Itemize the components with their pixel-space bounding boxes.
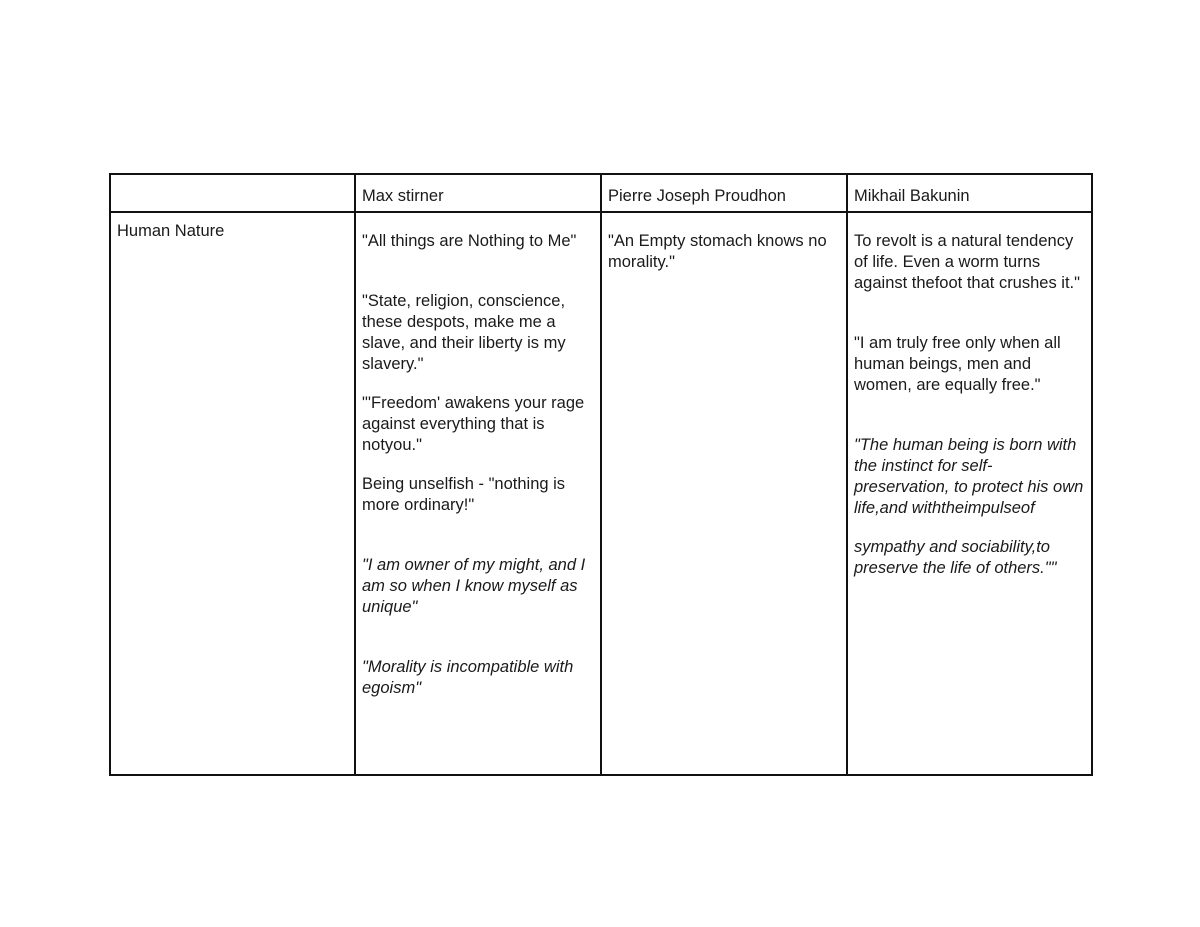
stirner-quote: "I am owner of my might, and I am so when I know myself as unique" bbox=[362, 556, 586, 616]
bakunin-quote: To revolt is a natural tendency of life. Even a worm turns against thefoot that crushes it." bbox=[854, 232, 1080, 292]
proudhon-quote: "An Empty stomach knows no morality." bbox=[608, 232, 827, 271]
comparison-table bbox=[109, 173, 1093, 776]
bakunin-quote: "The human being is born with the instinct for self-preservation, to protect his own life,and withtheimpulseof bbox=[854, 436, 1084, 517]
bakunin-quotes-cell bbox=[848, 213, 1091, 774]
proudhon-quotes-cell bbox=[602, 213, 848, 774]
stirner-quote: Being unselfish - "nothing is more ordinary!" bbox=[362, 475, 566, 514]
header-stirner: Max stirner bbox=[356, 175, 602, 213]
stirner-quote: "All things are Nothing to Me" bbox=[362, 232, 577, 250]
stirner-quote: "State, religion, conscience, these despots, make me a slave, and their liberty is my slavery." bbox=[362, 292, 566, 373]
row-label-human-nature: Human Nature bbox=[117, 222, 225, 240]
stirner-quote: "Morality is incompatible with egoism" bbox=[362, 658, 574, 697]
header-empty-cell bbox=[111, 175, 356, 213]
stirner-quotes-cell bbox=[356, 213, 602, 774]
bakunin-quote: "I am truly free only when all human beings, men and women, are equally free." bbox=[854, 334, 1061, 394]
stirner-quote: "'Freedom' awakens your rage against everything that is notyou." bbox=[362, 394, 585, 454]
header-bakunin: Mikhail Bakunin bbox=[848, 175, 1091, 213]
bakunin-quote: sympathy and sociability,to preserve the life of others."" bbox=[854, 538, 1057, 577]
row-label-cell bbox=[111, 213, 356, 774]
header-proudhon: Pierre Joseph Proudhon bbox=[602, 175, 848, 213]
